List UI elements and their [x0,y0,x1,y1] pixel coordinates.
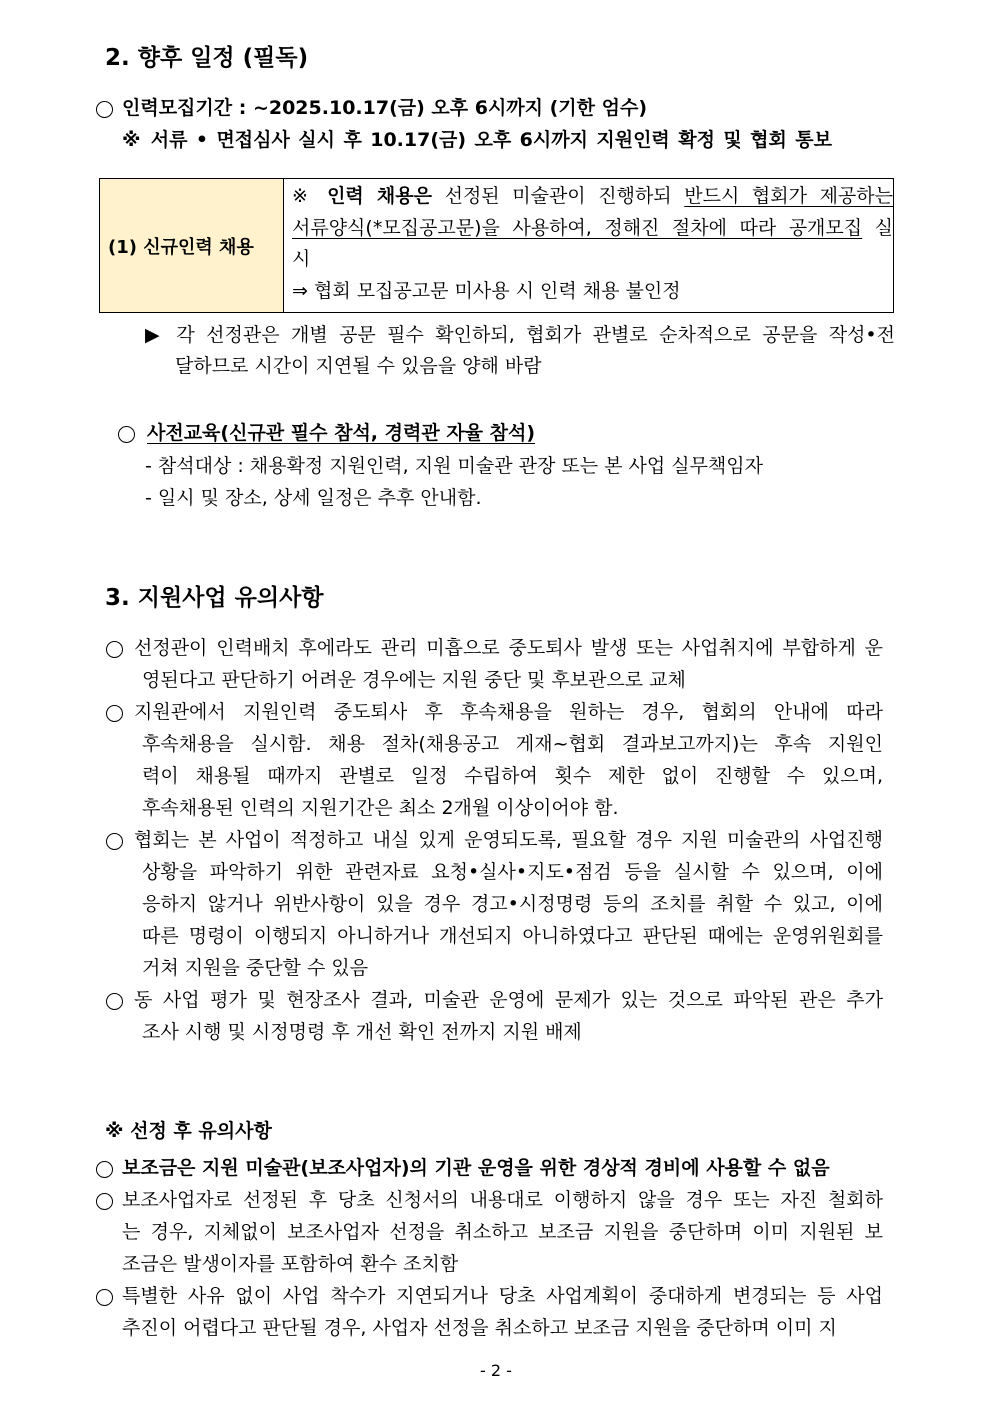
circle-bullet-icon [106,641,123,658]
circle-bullet-icon [96,1193,113,1210]
underlined-text: 반드시 협회가 제공하는 [684,185,893,207]
notice-line-2: 달하므로 시간이 지연될 수 있음을 양해 바람 [175,355,542,377]
list-item-line: 조금은 발생이자를 포함하여 환수 조치함 [122,1253,459,1275]
table-body-cell [284,179,894,313]
table-label-cell: (1) 신규인력 채용 [100,179,284,313]
section-3-heading: 3. 지원사업 유의사항 [105,585,324,611]
circle-bullet-icon [106,993,123,1010]
list-item-line: 는 경우, 지체없이 보조사업자 선정을 취소하고 보조금 지원을 중단하며 이미 지원된 보 [122,1221,883,1243]
after-selection-heading: ※ 선정 후 유의사항 [105,1120,272,1142]
circle-bullet-icon [96,1161,113,1178]
list-item-line: 동 사업 평가 및 현장조사 결과, 미술관 운영에 문제가 있는 것으로 파악된 관은 추가 [134,989,883,1011]
circle-bullet-icon [96,1289,113,1306]
underlined-text: 서류양식(*모집공고문)을 사용하여, 정해진 절차에 따라 공개모집 [292,217,863,239]
table-line-1 [292,183,893,209]
list-item-line: 조사 시행 및 시정명령 후 개선 확인 전까지 지원 배제 [142,1021,582,1043]
table-line-3: 시 [292,248,311,270]
bold-text: 인력 채용은 [327,185,432,207]
circle-bullet-icon [96,101,113,118]
list-item-line: 따른 명령이 이행되지 아니하거나 개선되지 아니하였다고 판단된 때에는 운영위원회를 [142,925,883,947]
circle-bullet-icon [106,833,123,850]
table-line-4: ⇒ 협회 모집공고문 미사용 시 인력 채용 불인정 [292,280,681,302]
pre-education-title: 사전교육(신규관 필수 참석, 경력관 자율 참석) [147,422,536,444]
circle-bullet-icon [106,705,123,722]
list-item-line: 특별한 사유 없이 사업 착수가 지연되거나 당초 사업계획이 중대하게 변경되는 등 사업 [122,1285,883,1307]
pre-education-item: - 일시 및 장소, 상세 일정은 추후 안내함. [145,487,482,509]
recruit-period: 인력모집기간 : ~2025.10.17(금) 오후 6시까지 (기한 엄수) [122,97,648,119]
list-item-line: 보조금은 지원 미술관(보조사업자)의 기관 운영을 위한 경상적 경비에 사용할 수 없음 [122,1157,830,1179]
list-item-line: 후속채용된 인력의 지원기간은 최소 2개월 이상이어야 함. [142,797,619,819]
section-2-heading: 2. 향후 일정 (필독) [105,45,309,71]
list-item-line: 영된다고 판단하기 어려운 경우에는 지원 중단 및 후보관으로 교체 [142,669,686,691]
list-item-line: 지원관에서 지원인력 중도퇴사 후 후속채용을 원하는 경우, 협회의 안내에 따라 [134,701,883,723]
list-item-line: 협회는 본 사업이 적정하고 내실 있게 운영되도록, 필요할 경우 지원 미술관의 사업진행 [134,829,883,851]
page-number: - 2 - [480,1361,512,1380]
list-item-line: 후속채용을 실시함. 채용 절차(채용공고 게재~협회 결과보고까지)는 후속 지원인 [142,733,883,755]
circle-bullet-icon [118,426,135,443]
list-item-line: 보조사업자로 선정된 후 당초 신청서의 내용대로 이행하지 않을 경우 또는 자진 철회하 [122,1189,883,1211]
table-line-2 [292,215,893,241]
list-item-line: 응하지 않거나 위반사항이 있을 경우 경고•시정명령 등의 조치를 취할 수 있고, 이에 [142,893,883,915]
notice-line-1: ▶ 각 선정관은 개별 공문 필수 확인하되, 협회가 관별로 순차적으로 공문을 작성•전 [145,324,895,346]
list-item-line: 거쳐 지원을 중단할 수 있음 [142,957,369,979]
plain-text: 실 [862,217,893,239]
list-item-line: 상황을 파악하기 위한 관련자료 요청•실사•지도•점검 등을 실시할 수 있으며, 이에 [142,861,883,883]
list-item-line: 력이 채용될 때까지 관별로 일정 수립하여 횟수 제한 없이 진행할 수 있으며, [142,765,883,787]
note-mark: ※ [292,185,328,207]
list-item-line: 선정관이 인력배치 후에라도 관리 미흡으로 중도퇴사 발생 또는 사업취지에 부합하게 운 [134,637,883,659]
list-item-line: 추진이 어렵다고 판단될 경우, 사업자 선정을 취소하고 보조금 지원을 중단하며 이미 지 [122,1317,837,1339]
recruit-note: ※ 서류 • 면접심사 실시 후 10.17(금) 오후 6시까지 지원인력 확정 및 협회 통보 [122,129,832,151]
new-hire-table [99,178,894,313]
plain-text: 선정된 미술관이 진행하되 [432,185,685,207]
pre-education-item: - 참석대상 : 채용확정 지원인력, 지원 미술관 관장 또는 본 사업 실무책임자 [145,455,763,477]
